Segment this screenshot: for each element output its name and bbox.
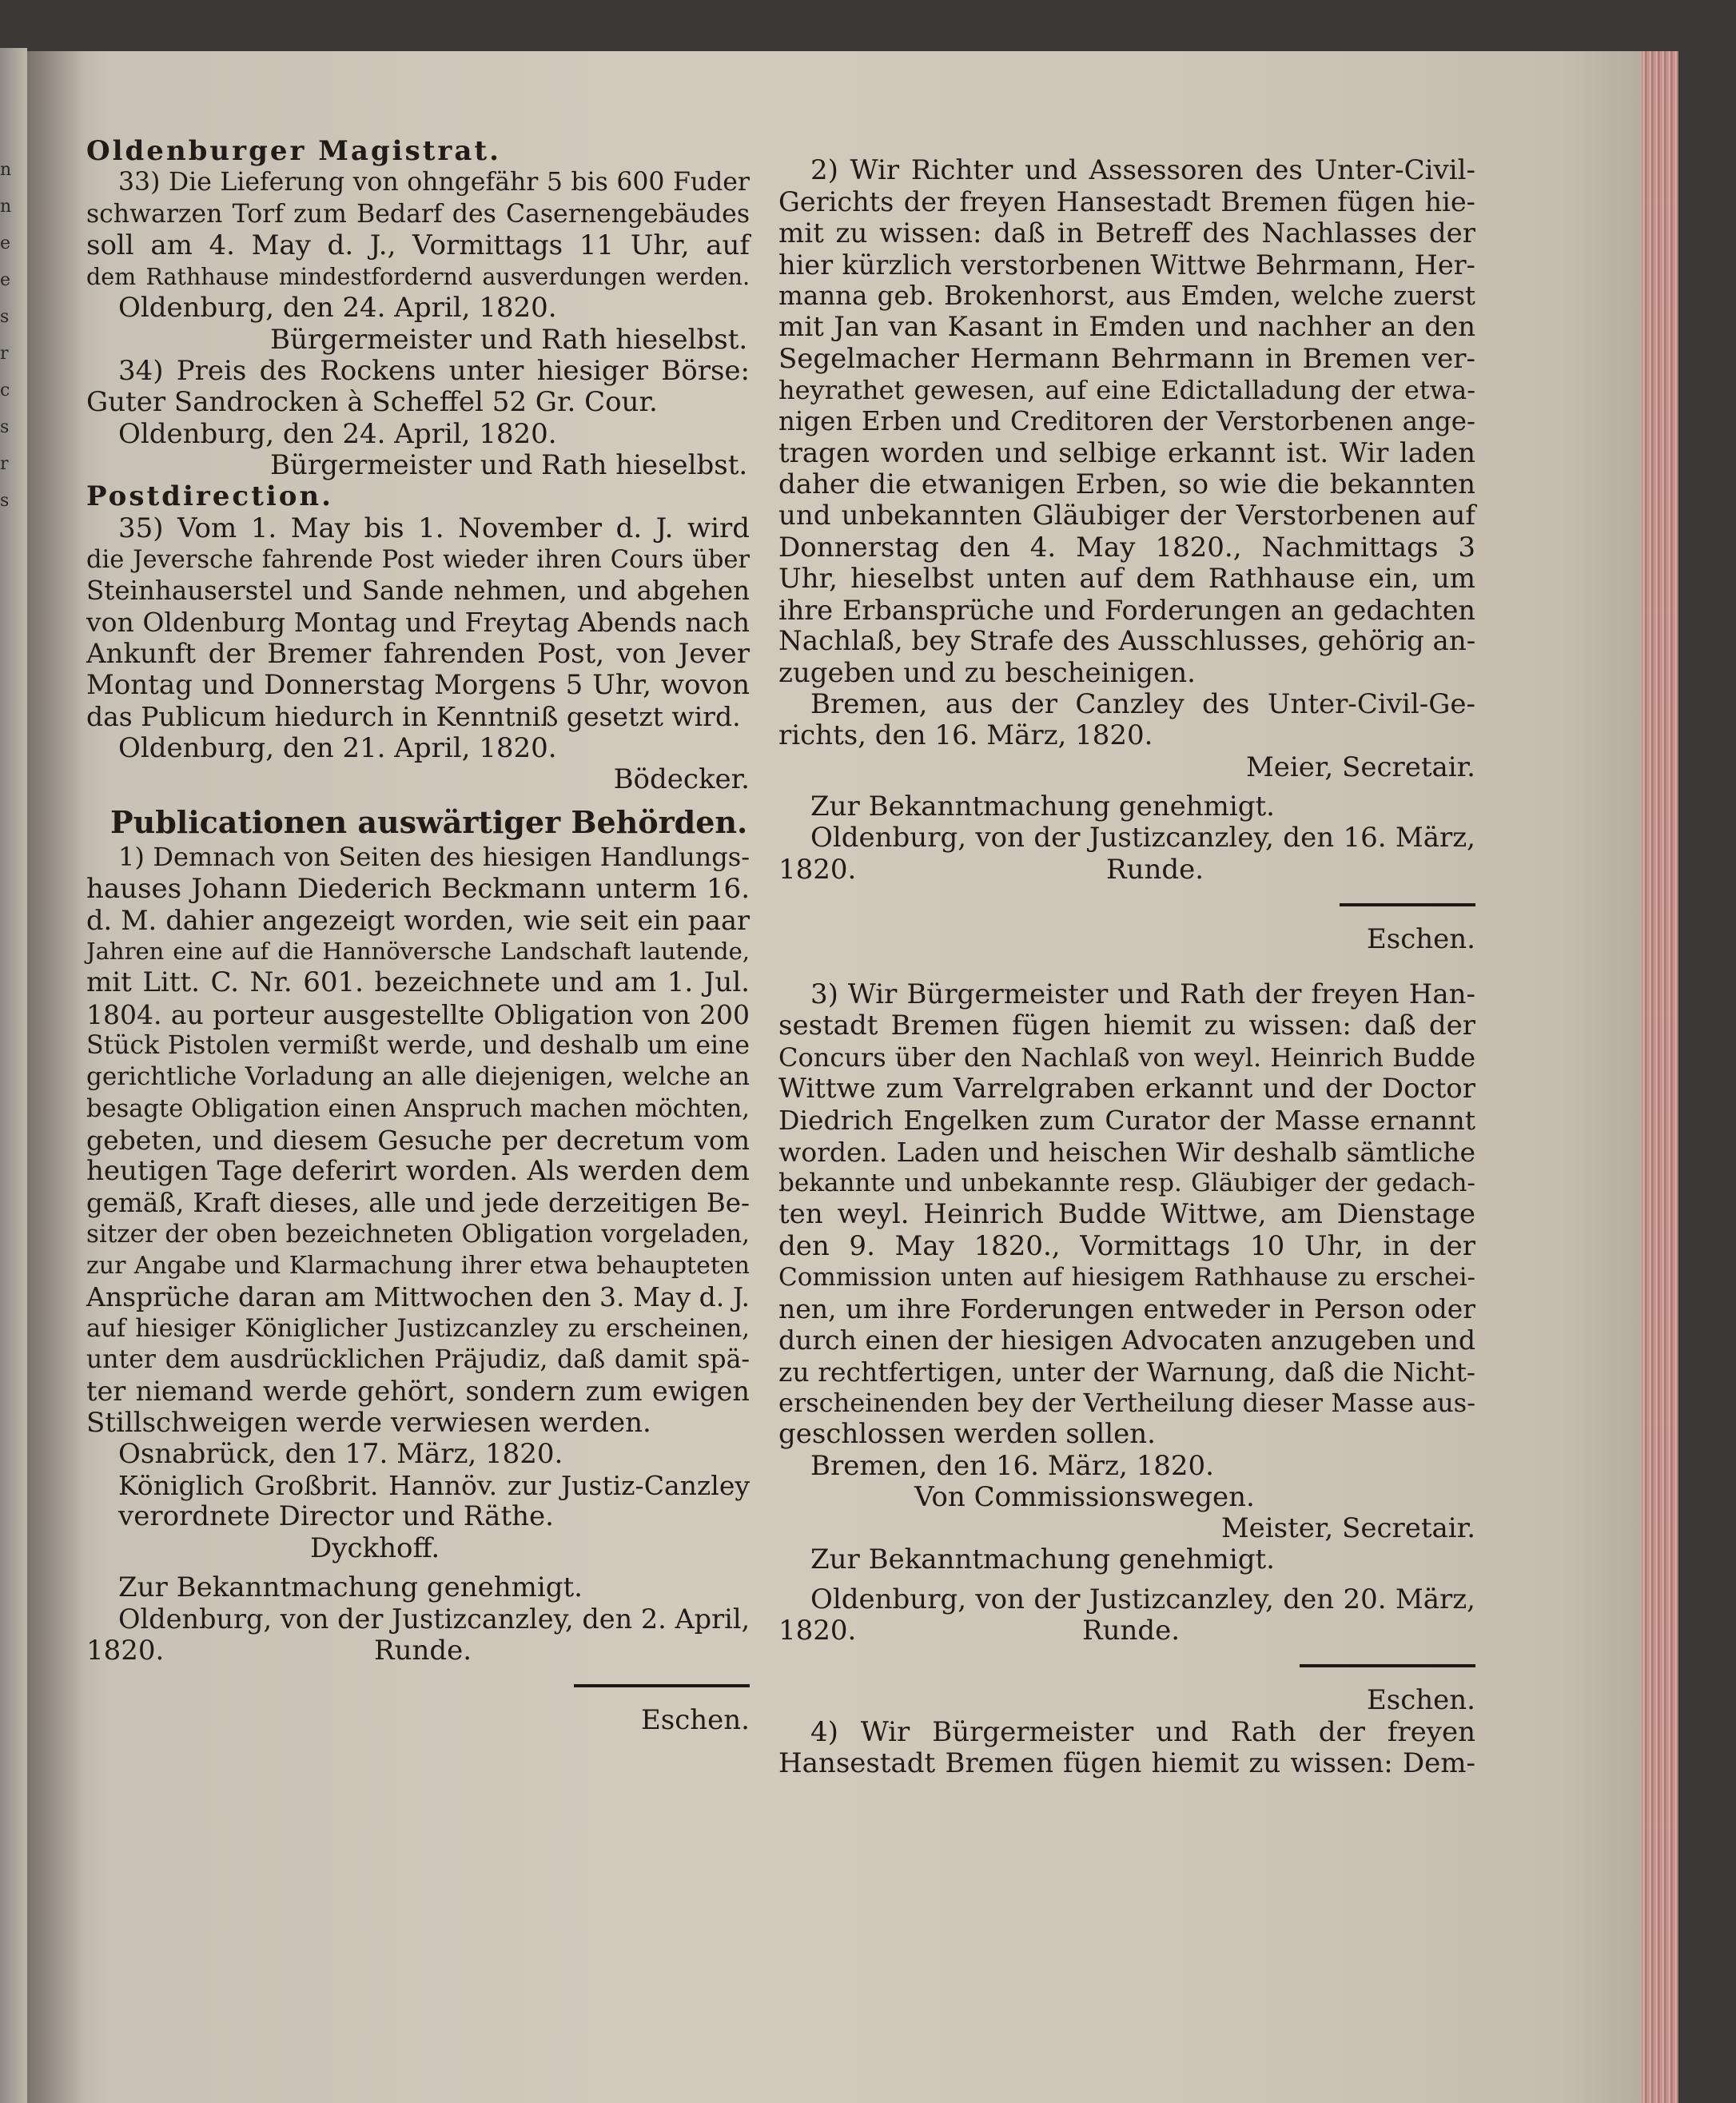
approval-date-line: Oldenburg, von der Justizcanzley, den 2. April, [118, 1603, 751, 1635]
text-line: 1) Demnach von Seiten des hiesigen Handlungs- [118, 842, 750, 873]
margin-letter: e [0, 233, 11, 253]
text-line: gemäß, Kraft dieses, alle und jede derzeitigen Be- [86, 1187, 750, 1218]
notice-35 [86, 513, 750, 796]
margin-letter: n [0, 197, 12, 217]
text-line: Gerichts der freyen Hansestadt Bremen fügen hie- [778, 186, 1475, 218]
text-line: Stück Pistolen vermißt werde, und deshalb um eine [86, 1031, 750, 1061]
rule-divider [574, 1684, 750, 1687]
authority-line: verordnete Director und Räthe. [118, 1500, 554, 1533]
text-line: gerichtliche Vorladung an alle diejenigen, welche an [86, 1062, 750, 1092]
text-line: manna geb. Brokenhorst, aus Emden, welche zuerst [778, 281, 1475, 312]
text-line: heutigen Tage deferirt worden. Als werden dem [86, 1155, 750, 1188]
text-line: Ankunft der Bremer fahrenden Post, von Jever [86, 637, 750, 670]
text-line: daher die etwanigen Erben, so wie die bekannten [778, 468, 1475, 500]
eschen-signature: Eschen. [1366, 1684, 1475, 1717]
text-line: Montag und Donnerstag Morgens 5 Uhr, wovon [86, 669, 750, 702]
commission-line: Von Commissionswegen. [914, 1480, 1255, 1513]
text-line: geschlossen werden sollen. [778, 1418, 1156, 1451]
notice-pub-3 [778, 979, 1475, 1717]
signature-line: Dyckhoff. [310, 1531, 440, 1564]
previous-page-margin-letters [0, 152, 18, 520]
text-line: hauses Johann Diederich Beckmann unterm 16. [86, 872, 750, 905]
text-line: Stillschweigen werde verwiesen werden. [86, 1406, 651, 1439]
signature-line: Meier, Secretair. [1245, 751, 1475, 783]
date-line: Oldenburg, den 24. April, 1820. [118, 417, 557, 450]
section-heading-magistrat: Oldenburger Magistrat. [86, 135, 501, 167]
date-line: Bremen, den 16. März, 1820. [810, 1449, 1214, 1482]
text-line: den 9. May 1820., Vormittags 10 Uhr, in der [778, 1229, 1475, 1262]
signature-line: Meister, Secretair. [1220, 1512, 1475, 1545]
margin-letter: r [0, 454, 9, 474]
runde-signature: Runde. [374, 1634, 472, 1667]
text-line: 34) Preis des Rockens unter hiesiger Börse: [118, 355, 750, 388]
text-line: 2) Wir Richter und Assessoren des Unter-Civil- [810, 154, 1475, 186]
text-line: Donnerstag den 4. May 1820., Nachmittags 3 [778, 531, 1475, 564]
notice-pub-4 [778, 1717, 1475, 1780]
text-line: schwarzen Torf zum Bedarf des Casernengebäudes [86, 199, 750, 229]
approval-line: Zur Bekanntmachung genehmigt. [810, 1543, 1275, 1576]
notice-34 [86, 356, 750, 481]
text-line: 3) Wir Bürgermeister und Rath der freyen Han- [810, 978, 1475, 1011]
text-line: ihre Erbansprüche und Forderungen an gedachten [778, 595, 1475, 627]
signature-line: Bürgermeister und Rath hieselbst. [270, 323, 748, 356]
text-line: das Publicum hiedurch in Kenntniß gesetzt wird. [86, 701, 741, 733]
margin-letter: n [0, 160, 12, 180]
year-runde-line [86, 1635, 750, 1667]
text-line: d. M. dahier angezeigt worden, wie seit ein paar [86, 904, 750, 936]
date-line: Oldenburg, den 21. April, 1820. [118, 731, 557, 764]
publications-title: Publicationen auswärtiger Behörden. [110, 804, 748, 841]
gutter-shadow [27, 51, 83, 2103]
approval-line: Zur Bekanntmachung genehmigt. [810, 790, 1275, 822]
runde-signature: Runde. [1106, 853, 1204, 886]
margin-letter: s [0, 417, 10, 437]
signature-line: Bödecker. [613, 763, 750, 795]
text-line: Steinhauserstel und Sande nehmen, und abgehen [86, 576, 750, 607]
text-line: Guter Sandrocken à Scheffel 52 Gr. Cour. [86, 386, 658, 419]
text-line: worden. Laden und heischen Wir deshalb sämtliche [778, 1136, 1475, 1168]
margin-letter: s [0, 491, 10, 511]
text-line: unter dem ausdrücklichen Präjudiz, daß damit spä- [86, 1344, 750, 1374]
approval-date-line: Oldenburg, von der Justizcanzley, den 20. März, [810, 1583, 1475, 1615]
text-line: soll am 4. May d. J., Vormittags 11 Uhr, auf [86, 229, 750, 261]
left-column [86, 136, 750, 1736]
right-column [778, 155, 1475, 1779]
text-line: auf hiesiger Königlicher Justizcanzley zu erscheinen, [86, 1314, 750, 1343]
text-line: Concurs über den Nachlaß von weyl. Heinrich Budde [778, 1042, 1475, 1073]
margin-letter: e [0, 270, 11, 290]
notice-pub-1 [86, 842, 750, 1736]
eschen-signature: Eschen. [640, 1703, 750, 1736]
year-text: 1820. [86, 1634, 165, 1667]
text-line: mit Litt. C. Nr. 601. bezeichnete und am 1. Jul. [86, 966, 750, 999]
text-line: tragen worden und selbige erkannt ist. Wir laden [778, 436, 1475, 469]
text-line: erscheinenden bey der Vertheilung dieser Masse aus- [778, 1387, 1475, 1418]
text-line: mit zu wissen: daß in Betreff des Nachlasses der [778, 217, 1475, 249]
page-block-edge [1642, 51, 1678, 2103]
text-line: Wittwe zum Varrelgraben erkannt und der Doctor [778, 1073, 1475, 1105]
text-line: mit Jan van Kasant in Emden und nachher an den [778, 311, 1475, 344]
notice-pub-2 [778, 155, 1475, 955]
text-line: zur Angabe und Klarmachung ihrer etwa behaupteten [86, 1252, 750, 1281]
text-line: besagte Obligation einen Anspruch machen möchten, [86, 1094, 750, 1123]
text-line: 33) Die Lieferung von ohngefähr 5 bis 600 Fuder [118, 168, 750, 197]
text-line: ten weyl. Heinrich Budde Wittwe, am Dienstage [778, 1198, 1475, 1231]
text-line: 35) Vom 1. May bis 1. November d. J. wird [118, 512, 750, 544]
text-line: dem Rathhause mindestfordernd ausverdungen werden. [86, 264, 750, 291]
text-line: hier kürzlich verstorbenen Wittwe Behrmann, Her- [778, 249, 1475, 281]
year-runde-line [778, 854, 1475, 886]
text-line: zugeben und zu bescheinigen. [778, 656, 1196, 689]
text-line: und unbekannten Gläubiger der Verstorbenen auf [778, 500, 1475, 532]
text-line: von Oldenburg Montag und Freytag Abends nach [86, 607, 750, 639]
margin-letter: r [0, 344, 9, 364]
year-runde-line [778, 1615, 1475, 1647]
text-line: nigen Erben und Creditoren der Verstorbenen ange- [778, 406, 1475, 437]
text-line: gebeten, und diesem Gesuche per decretum vom [86, 1124, 750, 1156]
text-line: heyrathet gewesen, auf eine Edictalladung der etwa- [778, 375, 1475, 406]
margin-letter: c [0, 380, 10, 400]
notice-33 [86, 167, 750, 356]
year-text: 1820. [778, 1615, 857, 1647]
text-line: Commission unten auf hiesigem Rathhause zu erschei- [778, 1262, 1475, 1292]
date-line: Osnabrück, den 17. März, 1820. [118, 1437, 563, 1470]
text-line: Ansprüche daran am Mittwochen den 3. May d. J. [86, 1281, 750, 1313]
year-text: 1820. [778, 853, 857, 886]
text-line: Uhr, hieselbst unten auf dem Rathhause ein, um [778, 562, 1475, 595]
text-line: Segelmacher Hermann Behrmann in Bremen ver- [778, 342, 1475, 375]
rule-divider [1300, 1664, 1475, 1667]
text-line: bekannte und unbekannte resp. Gläubiger der gedach- [778, 1168, 1475, 1197]
text-line: 4) Wir Bürgermeister und Rath der freyen [810, 1715, 1475, 1748]
text-line: sestadt Bremen fügen hiemit zu wissen: daß der [778, 1010, 1475, 1042]
approval-line: Zur Bekanntmachung genehmigt. [118, 1571, 583, 1604]
text-line: ter niemand werde gehört, sondern zum ewigen [86, 1376, 750, 1408]
text-line: sitzer der oben bezeichneten Obligation vorgeladen, [86, 1219, 750, 1249]
approval-date-line: Oldenburg, von der Justizcanzley, den 16. März, [810, 822, 1475, 854]
text-line: Bremen, aus der Canzley des Unter-Civil-Ge- [810, 688, 1475, 721]
text-line: Jahren eine auf die Hannöversche Landschaft lautende, [86, 938, 750, 966]
text-line: durch einen der hiesigen Advocaten anzugeben und [778, 1324, 1475, 1356]
text-line: Nachlaß, bey Strafe des Ausschlusses, gehörig an- [778, 625, 1476, 658]
section-heading-postdirection: Postdirection. [86, 480, 333, 513]
rule-divider [1340, 903, 1475, 906]
signature-line: Bürgermeister und Rath hieselbst. [270, 448, 748, 481]
text-line: zu rechtfertigen, unter der Warnung, daß die Nicht- [778, 1356, 1475, 1388]
runde-signature: Runde. [1082, 1615, 1181, 1647]
margin-letter: s [0, 307, 10, 327]
text-line: nen, um ihre Forderungen entweder in Person oder [778, 1293, 1475, 1325]
text-line: die Jeversche fahrende Post wieder ihren Cours über [86, 545, 750, 574]
date-line: Oldenburg, den 24. April, 1820. [118, 292, 557, 325]
date-line: richts, den 16. März, 1820. [778, 719, 1153, 752]
eschen-signature: Eschen. [1366, 922, 1475, 955]
authority-line: Königlich Großbrit. Hannöv. zur Justiz-Canzley [118, 1470, 750, 1502]
text-line: Diedrich Engelken zum Curator der Masse ernannt [778, 1105, 1475, 1137]
text-line: Hansestadt Bremen fügen hiemit zu wissen: Dem- [778, 1747, 1475, 1779]
text-line: 1804. au porteur ausgestellte Obligation von 200 [86, 998, 750, 1030]
